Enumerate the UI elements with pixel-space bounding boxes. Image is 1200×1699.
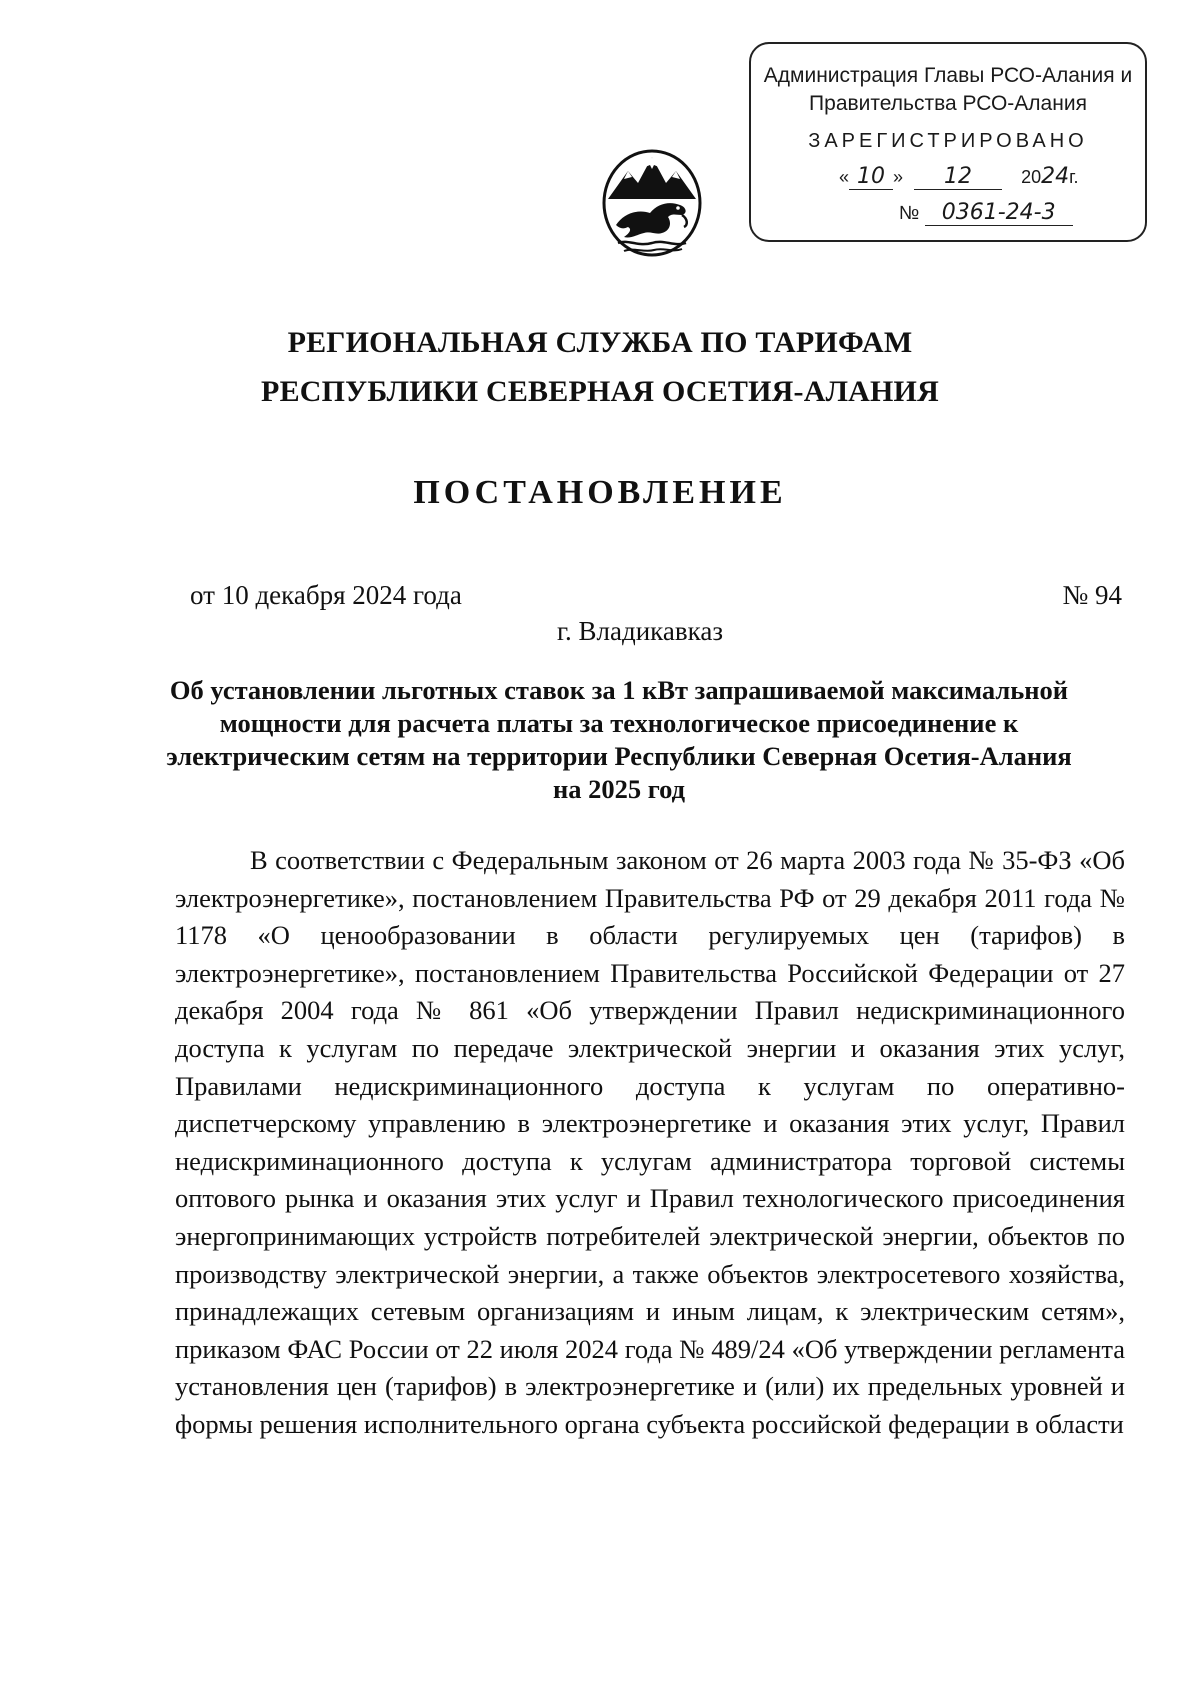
stamp-month: 12 — [914, 164, 1002, 190]
stamp-year-suffix: 24 — [1041, 164, 1070, 189]
stamp-number-label: № — [899, 203, 920, 224]
stamp-org-line-2: Правительства РСО-Алания — [809, 92, 1087, 115]
document-date: от 10 декабря 2024 года — [190, 580, 462, 610]
stamp-number-value: 0361-24-3 — [925, 200, 1073, 226]
document-type-heading: ПОСТАНОВЛЕНИЕ — [413, 474, 787, 511]
coat-of-arms-icon — [598, 143, 706, 259]
stamp-date: « 10 » 12 2024г. — [839, 164, 1079, 189]
stamp-registered-label: ЗАРЕГИСТРИРОВАНО — [808, 130, 1088, 152]
agency-name-line-2: РЕСПУБЛИКИ СЕВЕРНАЯ ОСЕТИЯ-АЛАНИЯ — [261, 375, 939, 408]
body-paragraph: В соответствии с Федеральным законом от 26 марта 2003 года № 35-ФЗ «Об электроэнергетике», постановлением Правительства РФ от 29 декабря 2011 года № 1178 «О ценообразовании в области регулируемых цен (тарифов) в электроэнергетике», постановлением Правительства Российской Федерации от 27 декабря 2004 года № 861 «Об утверждении Правил недискриминационного доступа к услугам по передаче электрической энергии и оказания этих услуг, Правилами недискриминационного доступа к услугам по оперативно-диспетчерскому управлению в электроэнергетике и оказания этих услуг, Правил недискриминационного доступа к услугам администратора торговой системы оптового рынка и оказания этих услуг и Правил технологического присоединения энергопринимающих устройств потребителей электрической энергии, объектов по производству электрической энергии, а также объектов электросетевого хозяйства, принадлежащих сетевым организациям и иным лицам, к электрическим сетям», приказом ФАС России от 22 июля 2024 года № 489/24 «Об утверждении регламента установления цен (тарифов) в электроэнергетике и (или) их предельных уровней и формы решения исполнительного органа субъекта российской федерации в области — [175, 845, 1125, 1439]
document-number: № 94 — [1062, 580, 1122, 610]
stamp-year-prefix: 20 — [1021, 167, 1042, 187]
registration-stamp — [749, 42, 1147, 242]
stamp-org-line-1: Администрация Главы РСО-Алания и — [763, 64, 1133, 87]
document-title: Об установлении льготных ставок за 1 кВт запрашиваемой максимальной мощности для расчета платы за технологическое присоединение к электрическим сетям на территории Республики Северная Осетия-Алания на 2025 год — [166, 675, 1072, 804]
stamp-year-unit: г. — [1069, 167, 1079, 187]
stamp-day: 10 — [849, 164, 893, 190]
agency-name-line-1: РЕГИОНАЛЬНАЯ СЛУЖБА ПО ТАРИФАМ — [287, 326, 913, 359]
document-city: г. Владикавказ — [557, 616, 723, 646]
stamp-number — [899, 200, 1073, 226]
